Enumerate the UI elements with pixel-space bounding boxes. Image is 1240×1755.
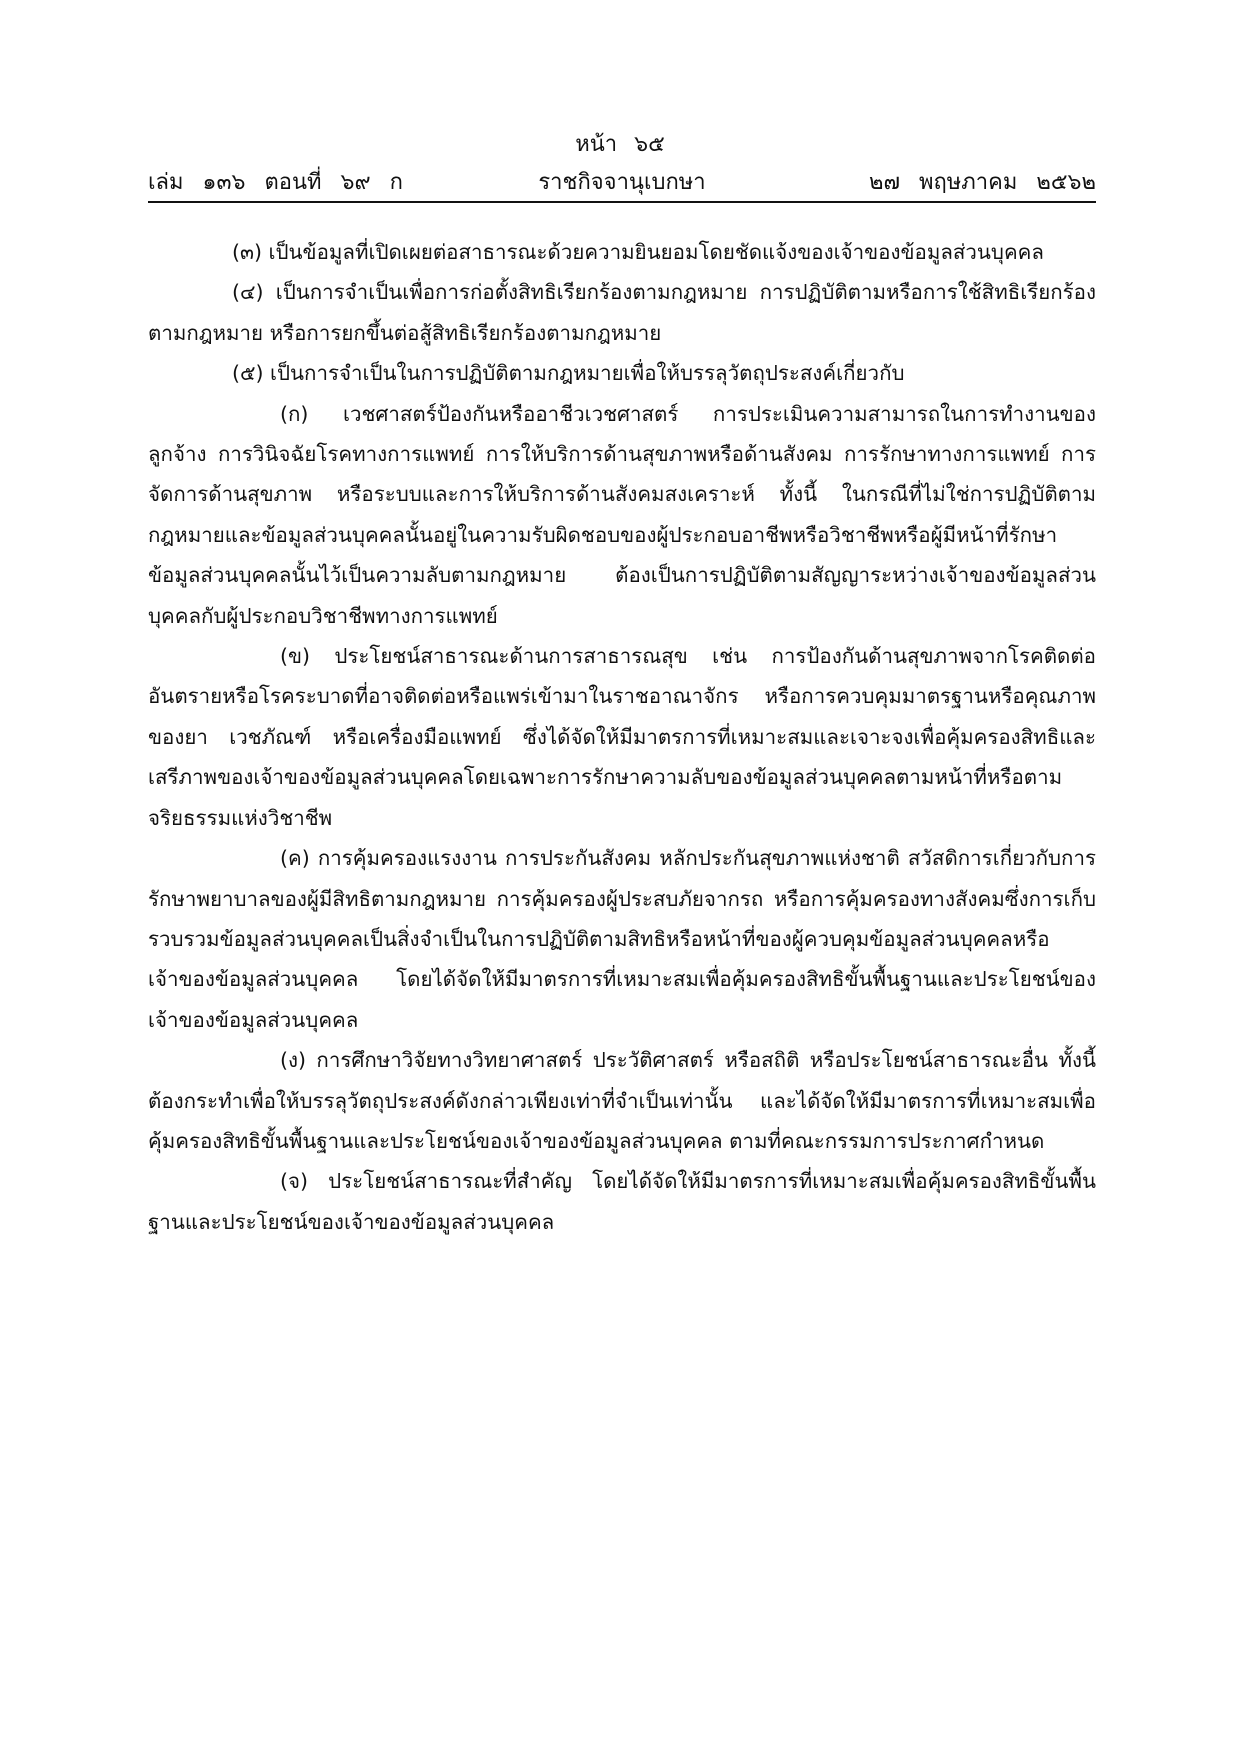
header-divider <box>148 201 1096 203</box>
running-header <box>148 164 1096 198</box>
page-number: หน้า ๖๕ <box>575 132 665 157</box>
clause-3: (๓) เป็นข้อมูลที่เปิดเผยต่อสาธารณะด้วยความยินยอมโดยชัดแจ้งของเจ้าของข้อมูลส่วนบุคคล <box>232 240 1044 264</box>
sub-clause-cho: (จ) ประโยชน์สาธารณะที่สำคัญ โดยได้จัดให้มีมาตรการที่เหมาะสมเพื่อคุ้มครองสิทธิขั้นพื้นฐานและประโยชน์ของเจ้าของข้อมูลส่วนบุคคล <box>148 1169 1096 1234</box>
sub-clause-kho-khwai: (ค) การคุ้มครองแรงงาน การประกันสังคม หลักประกันสุขภาพแห่งชาติ สวัสดิการเกี่ยวกับการรักษาพยาบาลของผู้มีสิทธิตามกฎหมาย การคุ้มครองผู้ประสบภัยจากรถ หรือการคุ้มครองทางสังคมซึ่งการเก็บรวบรวมข้อมูลส่วนบุคคลเป็นสิ่งจำเป็นในการปฏิบัติตามสิทธิหรือหน้าที่ของผู้ควบคุมข้อมูลส่วนบุคคลหรือเจ้าของข้อมูลส่วนบุคคล โดยได้จัดให้มีมาตรการที่เหมาะสมเพื่อคุ้มครองสิทธิขั้นพื้นฐานและประโยชน์ของเจ้าของข้อมูลส่วนบุคคล <box>148 846 1096 1032</box>
sub-clause-ko: (ก) เวชศาสตร์ป้องกันหรืออาชีวเวชศาสตร์ การประเมินความสามารถในการทำงานของลูกจ้าง การวินิจฉัยโรคทางการแพทย์ การให้บริการด้านสุขภาพหรือด้านสังคม การรักษาทางการแพทย์ การจัดการด้านสุขภาพ หรือระบบและการให้บริการด้านสังคมสงเคราะห์ ทั้งนี้ ในกรณีที่ไม่ใช่การปฏิบัติตามกฎหมายและข้อมูลส่วนบุคคลนั้นอยู่ในความรับผิดชอบของผู้ประกอบอาชีพหรือวิชาชีพหรือผู้มีหน้าที่รักษาข้อมูลส่วนบุคคลนั้นไว้เป็นความลับตามกฎหมาย ต้องเป็นการปฏิบัติตามสัญญาระหว่างเจ้าของข้อมูลส่วนบุคคลกับผู้ประกอบวิชาชีพทางการแพทย์ <box>148 401 1096 628</box>
document-body <box>148 232 1096 1242</box>
sub-clause-kho: (ข) ประโยชน์สาธารณะด้านการสาธารณสุข เช่น การป้องกันด้านสุขภาพจากโรคติดต่ออันตรายหรือโรคระบาดที่อาจติดต่อหรือแพร่เข้ามาในราชอาณาจักร หรือการควบคุมมาตรฐานหรือคุณภาพของยา เวชภัณฑ์ หรือเครื่องมือแพทย์ ซึ่งได้จัดให้มีมาตรการที่เหมาะสมและเจาะจงเพื่อคุ้มครองสิทธิและเสรีภาพของเจ้าของข้อมูลส่วนบุคคลโดยเฉพาะการรักษาความลับของข้อมูลส่วนบุคคลตามหน้าที่หรือตามจริยธรรมแห่งวิชาชีพ <box>148 644 1096 830</box>
clause-4: (๔) เป็นการจำเป็นเพื่อการก่อตั้งสิทธิเรียกร้องตามกฎหมาย การปฏิบัติตามหรือการใช้สิทธิเรียกร้องตามกฎหมาย หรือการยกขึ้นต่อสู้สิทธิเรียกร้องตามกฎหมาย <box>148 280 1096 345</box>
clause-5: (๕) เป็นการจำเป็นในการปฏิบัติตามกฎหมายเพื่อให้บรรลุวัตถุประสงค์เกี่ยวกับ <box>232 361 905 386</box>
volume-issue: เล่ม ๑๓๖ ตอนที่ ๖๙ ก <box>148 170 403 195</box>
sub-clause-ngo: (ง) การศึกษาวิจัยทางวิทยาศาสตร์ ประวัติศาสตร์ หรือสถิติ หรือประโยชน์สาธารณะอื่น ทั้งนี้ ต้องกระทำเพื่อให้บรรลุวัตถุประสงค์ดังกล่าวเพียงเท่าที่จำเป็นเท่านั้น และได้จัดให้มีมาตรการที่เหมาะสมเพื่อคุ้มครองสิทธิขั้นพื้นฐานและประโยชน์ของเจ้าของข้อมูลส่วนบุคคล ตามที่คณะกรรมการประกาศกำหนด <box>148 1048 1096 1153</box>
publication-date: ๒๗ พฤษภาคม ๒๕๖๒ <box>868 170 1096 195</box>
publication-title: ราชกิจจานุเบกษา <box>538 170 706 195</box>
